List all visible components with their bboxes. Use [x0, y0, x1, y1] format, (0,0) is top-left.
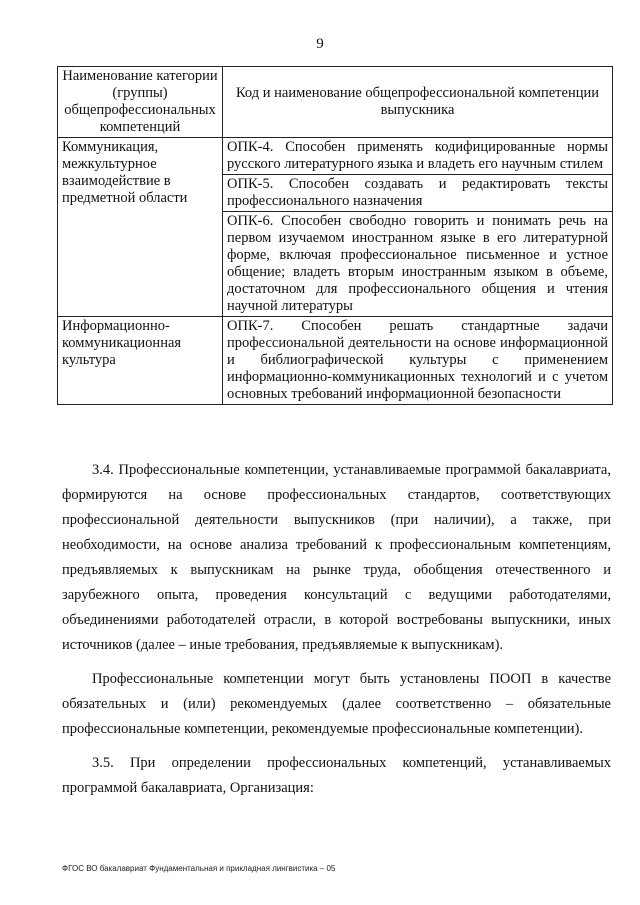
competence-table: [57, 66, 613, 405]
table-header-row: [58, 67, 613, 138]
table-row: [58, 138, 613, 175]
body-text: [62, 458, 611, 810]
category-cell: Информационно-коммуникационная культура: [58, 317, 223, 405]
page-number: 9: [316, 36, 324, 52]
paragraph-3-4: 3.4. Профессиональные компетенции, устанавливаемые программой бакалавриата, формируются на основе профессиональных стандартов, соответствующих профессиональной деятельности выпускников (при наличии), а также, при необходимости, на основе анализа требований к профессиональным компетенциям, предъявляемых к выпускникам на рынке труда, обобщения отечественного и зарубежного опыта, проведения консультаций с ведущими работодателями, объединениями работодателей отрасли, в которой востребованы выпускники, иных источников (далее – иные требования, предъявляемые к выпускникам).: [62, 462, 611, 653]
competence-cell: ОПК-4. Способен применять кодифицированные нормы русского литературного языка и владеть его научным стилем: [223, 138, 613, 175]
competence-cell: ОПК-7. Способен решать стандартные задачи профессиональной деятельности на основе информационной и библиографической культуры с применением информационно-коммуникационных технологий и с учетом основных требований информационной безопасности: [223, 317, 613, 405]
competence-cell: ОПК-6. Способен свободно говорить и понимать речь на первом изучаемом иностранном языке в его литературной форме, включая профессиональное письменное и устное общение; владеть вторым иностранным языком в объеме, достаточном для профессионального общения и чтения научной литературы: [223, 212, 613, 317]
competence-cell: ОПК-5. Способен создавать и редактировать тексты профессионального назначения: [223, 175, 613, 212]
table-row: [58, 317, 613, 405]
header-competence: Код и наименование общепрофессиональной компетенции выпускника: [223, 67, 613, 138]
category-cell: Коммуникация, межкультурное взаимодействие в предметной области: [58, 138, 223, 317]
header-category: Наименование категории (группы) общепрофессиональных компетенций: [58, 67, 223, 138]
footer-document-title: ФГОС ВО бакалавриат Фундаментальная и прикладная лингвистика – 05: [62, 864, 336, 873]
paragraph-3-5: 3.5. При определении профессиональных компетенций, устанавливаемых программой бакалавриата, Организация:: [62, 755, 611, 796]
paragraph-prof-competencies: Профессиональные компетенции могут быть установлены ПООП в качестве обязательных и (или) рекомендуемых (далее соответственно – обязательные профессиональные компетенции, рекомендуемые профессиональные компетенции).: [62, 671, 611, 737]
